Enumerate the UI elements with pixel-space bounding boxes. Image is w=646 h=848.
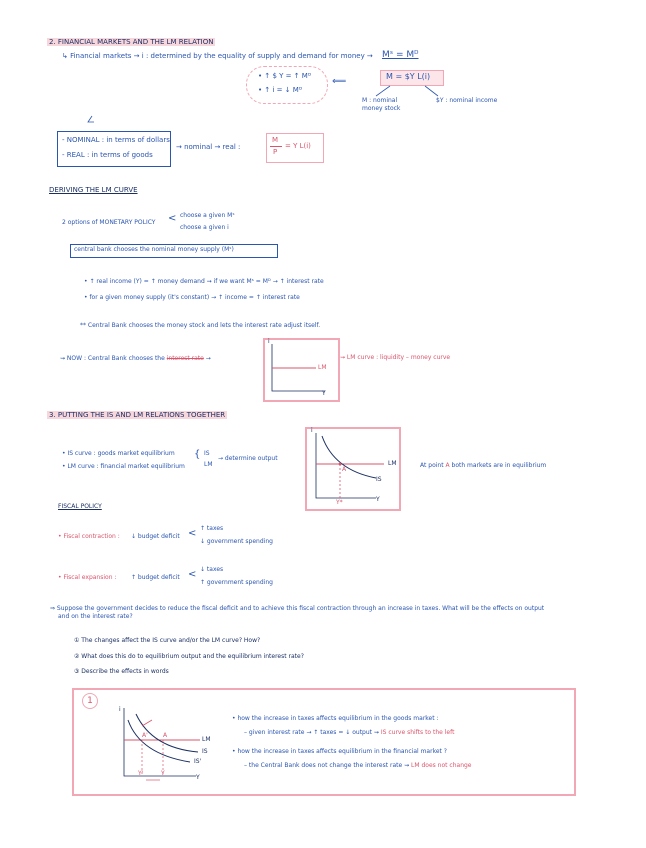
section3-heading: 3. PUTTING THE IS AND LM RELATIONS TOGETHER <box>49 411 226 419</box>
expansion-deficit: ↑ budget deficit <box>131 574 180 581</box>
point-a-note: At point A both markets are in equilibrium <box>420 462 547 469</box>
fiscal-policy-heading: FISCAL POLICY <box>58 503 102 510</box>
answer-graph-y-axis: Y <box>196 774 200 781</box>
nominal-money-label: M : nominal money stock <box>362 97 401 112</box>
islm-lm-label: LM <box>388 460 397 467</box>
lm-graph-i-label: i <box>268 338 270 345</box>
real-line: - REAL : in terms of goods <box>62 151 153 159</box>
answer-graph-lm: LM <box>202 736 211 743</box>
money-equality: Mˢ = Mᴰ <box>382 50 419 60</box>
islm-i-label: i <box>311 427 313 434</box>
answer-bullet-1: • how the increase in taxes affects equilibrium in the goods market : <box>232 715 439 722</box>
cloud-line-1: • ↑ $ Y = ↑ Mᴰ <box>258 72 312 80</box>
answer-graph-is-prime: IS' <box>194 758 202 765</box>
fiscal-expansion-label: • Fiscal expansion : <box>58 574 117 581</box>
expansion-brace-icon: < <box>188 569 197 580</box>
islm-ystar-label: Y* <box>336 499 343 506</box>
central-bank-text: central bank chooses the nominal money supply (Mˢ) <box>74 246 234 253</box>
section2-heading: 2. FINANCIAL MARKETS AND THE LM RELATION <box>49 38 214 46</box>
contraction-taxes: ↑ taxes <box>200 525 224 532</box>
answer-number: 1 <box>82 693 98 709</box>
is-line: • IS curve : goods market equilibrium <box>62 450 175 457</box>
deriving-bullet-2: • for a given money supply (it's constant) → ↑ income = ↑ interest rate <box>84 294 300 301</box>
islm-point-a: A <box>342 466 347 473</box>
option-1: choose a given Mˢ <box>180 212 235 219</box>
cloud-arrow-icon: ⟸ <box>332 76 347 87</box>
deriving-bullet-1: • ↑ real income (Y) = ↑ money demand ⇝ if we want Mˢ = Mᴰ → ↑ interest rate <box>84 278 324 285</box>
deriving-note: ** Central Bank chooses the money stock and lets the interest rate adjust itself. <box>80 322 321 329</box>
is-lm-brace-icon: { <box>194 449 201 460</box>
section2-intro: ↳ Financial markets → i : determined by the equality of supply and demand for money → <box>62 52 373 60</box>
brace-lm: LM <box>204 461 213 468</box>
cloud-line-2: • ↑ i = ↓ Mᴰ <box>258 86 303 94</box>
answer-graph-a: A <box>163 732 168 739</box>
nominal-to-real: → nominal → real : <box>176 143 241 151</box>
answer-bullet-2-sub: – the Central Bank does not change the interest rate ⇝ LM does not change <box>244 762 472 769</box>
expansion-taxes: ↓ taxes <box>200 566 224 573</box>
question-2: ② What does this do to equilibrium output and the equilibrium interest rate? <box>74 653 304 660</box>
answer-graph-a-prime: A' <box>142 732 148 739</box>
options-label: 2 options of MONETARY POLICY <box>62 219 156 226</box>
real-eq-den: P <box>273 148 278 156</box>
money-demand-eq: M = $Y L(i) <box>386 72 431 81</box>
answer-graph <box>0 0 1 1</box>
real-eq-rest: = Y L(i) <box>285 142 311 150</box>
options-brace-icon: < <box>168 213 177 224</box>
fiscal-contraction-label: • Fiscal contraction : <box>58 533 120 540</box>
lm-line: • LM curve : financial market equilibrium <box>62 463 185 470</box>
lm-graph-frame <box>263 338 340 402</box>
question-3: ③ Describe the effects in words <box>74 668 169 675</box>
answer-graph-is: IS <box>202 748 208 755</box>
question-line-1: ⇒ Suppose the government decides to reduce the fiscal deficit and to achieve this fiscal contraction through an increase in taxes. What will be the effects on output <box>50 605 545 612</box>
nominal-income-label: $Y : nominal income <box>436 97 498 104</box>
lm-graph-lm-label: LM <box>318 364 327 371</box>
answer-graph-i-label: i <box>119 706 121 713</box>
option-2: choose a given i <box>180 224 229 231</box>
contraction-spending: ↓ government spending <box>200 538 273 545</box>
answer-bullet-1-sub: – given interest rate → ↑ taxes = ↓ output ⇝ IS curve shifts to the left <box>244 729 455 736</box>
answer-bullet-2: • how the increase in taxes affects equilibrium in the financial market ? <box>232 748 447 755</box>
deriving-heading: DERIVING THE LM CURVE <box>49 186 138 194</box>
answer-graph-y: Y <box>161 770 165 777</box>
now-line: ⇝ NOW : Central Bank chooses the interest rate → <box>60 355 211 362</box>
answer-graph-y-prime: Y' <box>138 770 144 777</box>
brace-is: IS <box>204 450 210 457</box>
expansion-spending: ↑ government spending <box>200 579 273 586</box>
contraction-deficit: ↓ budget deficit <box>131 533 180 540</box>
question-1: ① The changes affect the IS curve and/or the LM curve? How? <box>74 637 261 644</box>
islm-y-axis-label: Y <box>376 496 380 503</box>
nominal-line: - NOMINAL : in terms of dollars <box>62 136 170 144</box>
lm-graph-y-label: Y <box>322 390 326 397</box>
question-line-2: and on the interest rate? <box>58 613 133 620</box>
real-eq-fraction-bar <box>270 146 282 147</box>
islm-is-label: IS <box>376 476 382 483</box>
determine-output: → determine output <box>218 455 278 462</box>
contraction-brace-icon: < <box>188 528 197 539</box>
lm-curve-note: ⇝ LM curve : liquidity – money curve <box>340 354 451 361</box>
real-eq-num: M <box>272 136 279 144</box>
